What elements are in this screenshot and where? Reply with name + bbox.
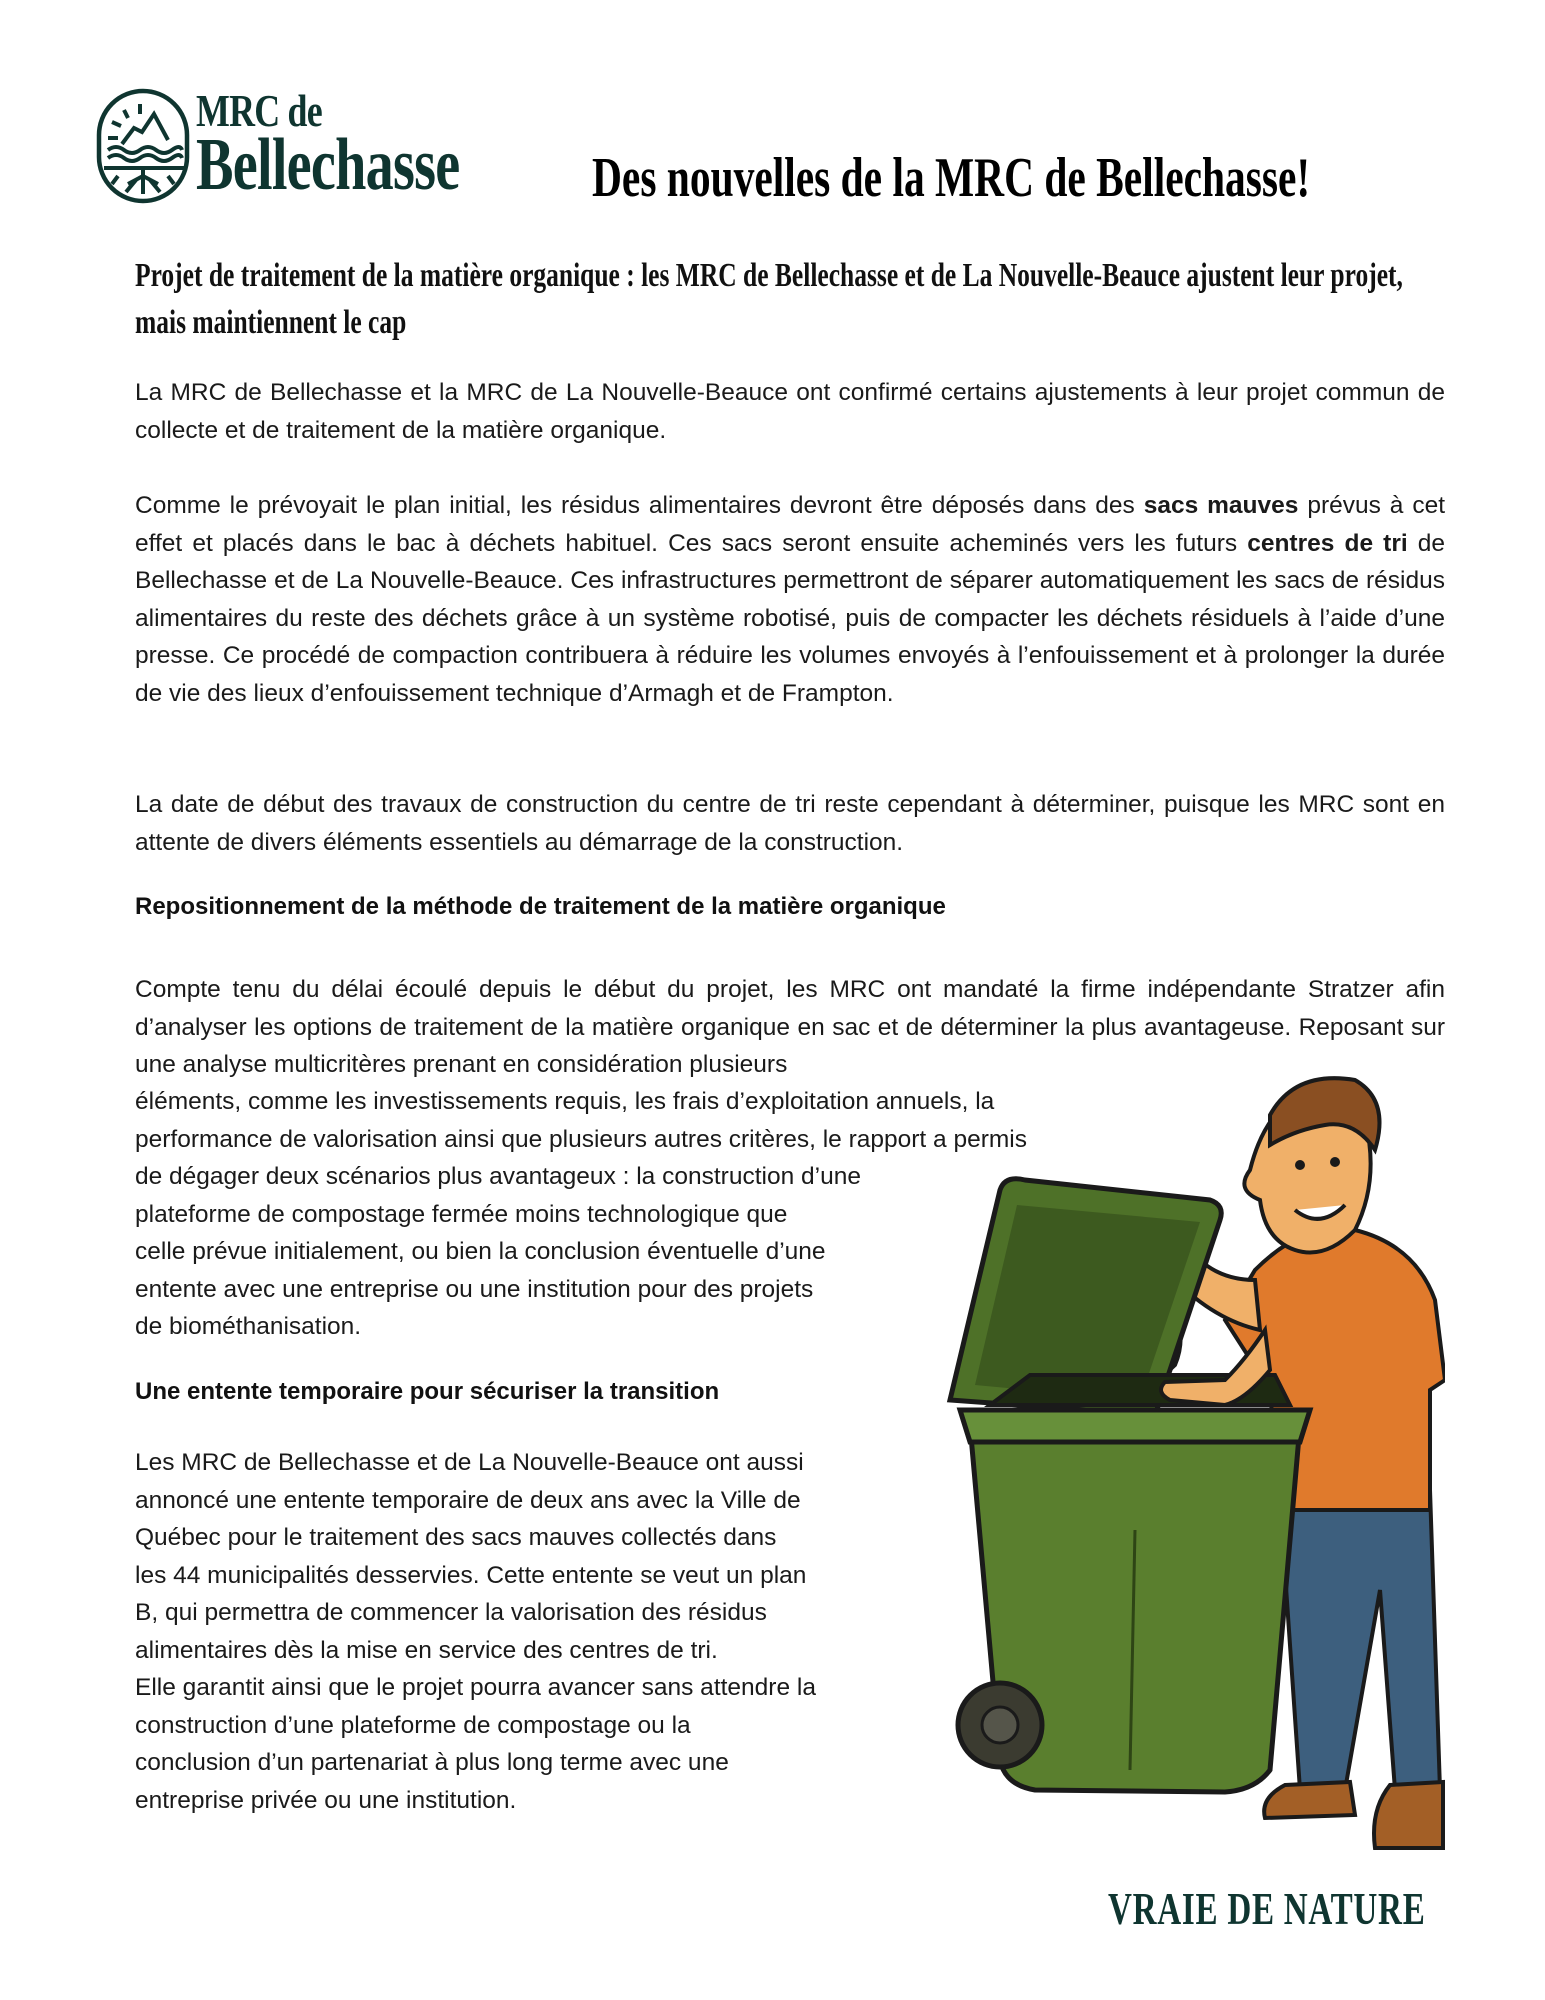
text-segment: prévus à cet effet et placés dans le bac à déchets habituel. Ces sacs seront ensuite acheminés vers les futurs — [135, 492, 1446, 557]
text-line: Les MRC de Bellechasse et de La Nouvelle-Beauce ont aussi — [135, 1449, 804, 1476]
text-line: plateforme de compostage fermée moins technologique que — [135, 1200, 788, 1228]
text-line: performance de valorisation ainsi que plusieurs autres critères, le rapport a permis — [135, 1125, 1027, 1153]
shoe-left — [1264, 1782, 1355, 1818]
paragraph-stratzer: Compte tenu du délai écoulé depuis le début du projet, les MRC ont mandaté la firme indépendante Stratzer afin d’analyser les options de traitement de la matière organique en sac et de déterminer la plus avantageuse. Reposant sur une analyse multicritères prenant en considération plusieurs — [135, 976, 1445, 1078]
text-segment: Comme le prévoyait le plan initial, les résidus alimentaires devront être déposés dans des — [135, 492, 1144, 519]
text-line: construction d’une plateforme de compostage ou la — [135, 1711, 691, 1739]
eye — [1330, 1157, 1340, 1167]
text-line: Elle garantit ainsi que le projet pourra avancer sans attendre la — [135, 1674, 816, 1701]
shoe-right — [1374, 1782, 1443, 1848]
logo-text-line2: Bellechasse — [196, 124, 460, 206]
text-line: celle prévue initialement, ou bien la conclusion éventuelle d’une — [135, 1238, 826, 1265]
man-with-compost-bin-illustration — [925, 1070, 1445, 1850]
text-line: de biométhanisation. — [135, 1313, 362, 1340]
mrc-logo — [96, 85, 516, 206]
text-line: de dégager deux scénarios plus avantageux : la construction d’une — [135, 1163, 861, 1190]
text-line: les 44 municipalités desservies. Cette entente se veut un plan — [135, 1561, 807, 1589]
text-line: éléments, comme les investissements requis, les frais d’exploitation annuels, la — [135, 1088, 995, 1115]
bold-sacs-mauves: sacs mauves — [1143, 492, 1299, 519]
text-line: entente avec une entreprise ou une institution pour des projets — [135, 1275, 814, 1303]
logo-text-line1: MRC de — [196, 85, 322, 136]
text-line: conclusion d’un partenariat à plus long terme avec une — [135, 1749, 729, 1776]
paragraph-sacs-mauves — [135, 487, 1445, 712]
text-line: B, qui permettra de commencer la valorisation des résidus — [135, 1599, 767, 1626]
bold-centres-de-tri: centres de tri — [1247, 529, 1408, 557]
jeans — [1280, 1490, 1440, 1790]
text-line: annoncé une entente temporaire de deux ans avec la Ville de — [135, 1486, 801, 1514]
section-heading-entente: Une entente temporaire pour sécuriser la transition — [135, 1378, 720, 1405]
section-heading-repositionnement: Repositionnement de la méthode de traitement de la matière organique — [135, 893, 946, 920]
bin-wheel-hub — [982, 1707, 1018, 1743]
text-line: Québec pour le traitement des sacs mauves collectés dans — [135, 1524, 777, 1551]
paragraph-intro: La MRC de Bellechasse et la MRC de La Nouvelle-Beauce ont confirmé certains ajustements à leur projet commun de collecte et de traitement de la matière organique. — [135, 379, 1445, 444]
paragraph-entente — [135, 1444, 816, 1819]
page-title: Des nouvelles de la MRC de Bellechasse! — [592, 147, 1311, 209]
text-segment: de Bellechasse et de La Nouvelle-Beauce. Ces infrastructures permettront de séparer automatiquement les sacs de résidus alimentaires du reste des déchets grâce à un système robotisé, puis de compacter les déchets résiduels à l’aide d’une presse. Ce procédé de compaction contribuera à réduire les volumes envoyés à l’enfouissement et à prolonger la durée de vie des lieux d’enfouissement technique d’Armagh et de Frampton. — [135, 529, 1445, 707]
footer-brand-slogan: VRAIE DE NATURE — [1108, 1883, 1426, 1934]
article-title: Projet de traitement de la matière organique : les MRC de Bellechasse et de La Nouvelle-Beauce ajustent leur projet, mais maintiennent le cap — [135, 257, 1403, 341]
text-line: entreprise privée ou une institution. — [135, 1786, 517, 1814]
eye — [1295, 1160, 1305, 1170]
bin-rim — [960, 1410, 1310, 1442]
paragraph-stratzer-wrapped — [135, 1083, 1027, 1346]
text-line: alimentaires dès la mise en service des centres de tri. — [135, 1636, 718, 1664]
mrc-emblem-icon — [96, 88, 192, 204]
paragraph-date-debut: La date de début des travaux de construction du centre de tri reste cependant à déterminer, puisque les MRC sont en attente de divers éléments essentiels au démarrage de la construction. — [135, 791, 1445, 856]
